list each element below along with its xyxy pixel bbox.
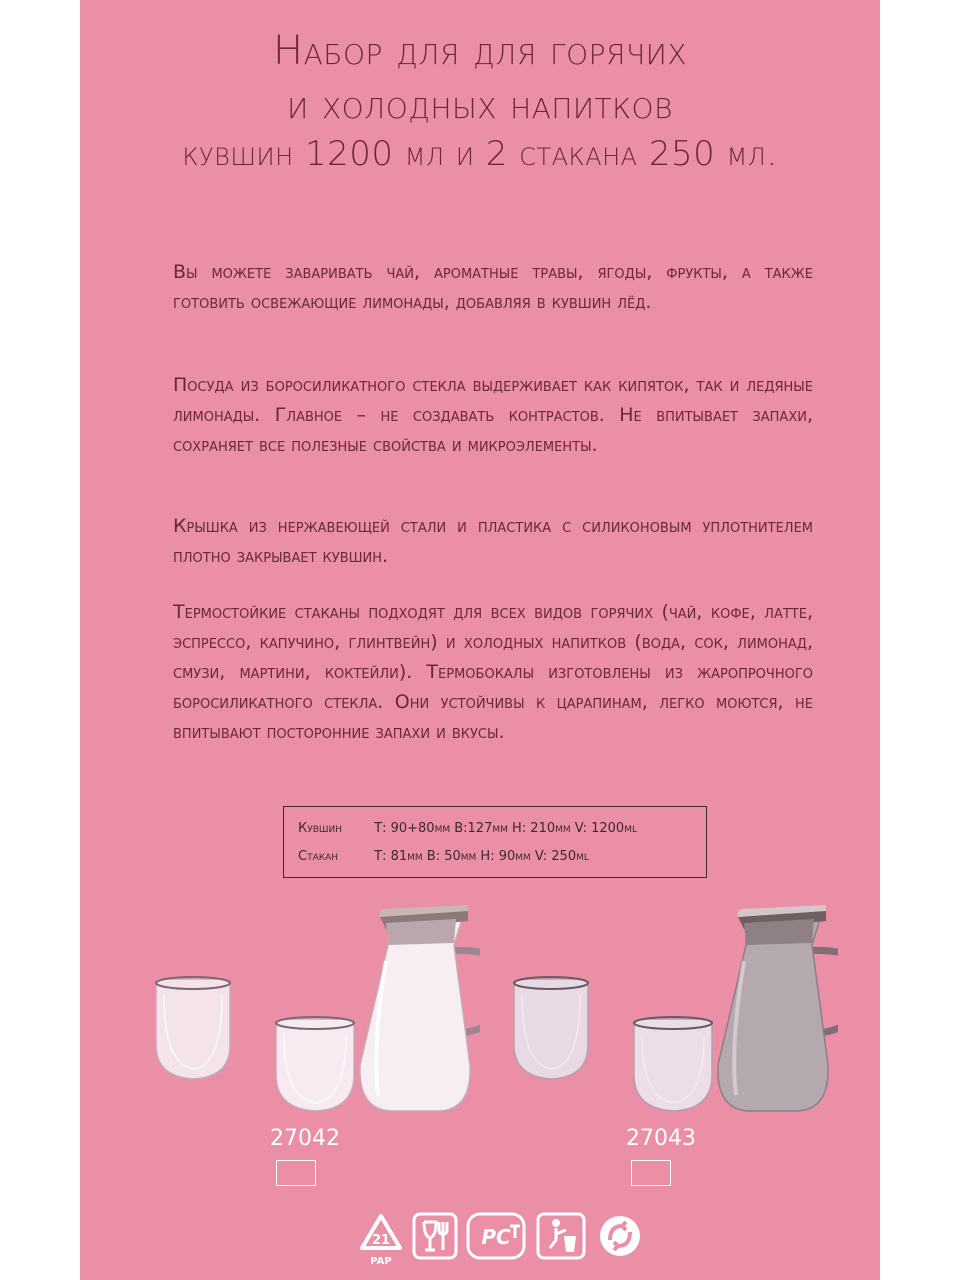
no-litter-bin-icon	[536, 1212, 586, 1260]
recycle-pap-21-icon	[358, 1212, 404, 1268]
glass-back-image	[156, 977, 230, 1079]
paragraph-lid: Крышка из нержавеющей стали и пластика с силиконовым уплотнителем плотно закрывает кувшин.	[173, 515, 813, 567]
spec-row-glass	[298, 849, 589, 864]
package-panel	[80, 0, 880, 1280]
spec-name: Стакан	[298, 849, 339, 864]
paragraph-borosilicate: Посуда из боросиликатного стекла выдерживает как кипяток, так и ледяные лимонады. Главное – не создавать контрастов. Не впитывает запахи, сохраняет все полезные свойства и микроэлементы.	[173, 374, 813, 456]
spec-value: Т: 90+80мм В:127мм Н: 210мм V: 1200ml	[374, 821, 637, 836]
svg-text:PC: PC	[481, 1225, 511, 1249]
title-line-1: Набор для для горячих	[273, 28, 687, 74]
jug-image	[360, 905, 480, 1111]
product-image-clear-set	[150, 895, 480, 1125]
spec-value: Т: 81мм В: 50мм Н: 90мм V: 250ml	[374, 849, 589, 864]
product-code-smoke: 27043	[626, 1126, 696, 1151]
mobius-loop-icon	[596, 1212, 644, 1260]
product-code-clear: 27042	[270, 1126, 340, 1151]
checkbox-smoke	[631, 1160, 671, 1186]
glass-front-image	[276, 1017, 354, 1111]
glass-back-image	[514, 977, 588, 1079]
paragraph-brewing: Вы можете заваривать чай, ароматные травы, ягоды, фрукты, а также готовить освежающие лимонады, добавляя в кувшин лёд.	[173, 261, 813, 313]
pct-certification-icon	[466, 1212, 526, 1260]
checkbox-clear	[276, 1160, 316, 1186]
jug-image	[718, 905, 838, 1111]
spec-row-jug	[298, 821, 637, 836]
title-line-2: и холодных напитков	[287, 82, 673, 128]
food-safe-glass-fork-icon	[412, 1212, 458, 1260]
recycle-code: 21	[371, 1233, 391, 1248]
recycle-label: PAP	[370, 1256, 392, 1267]
glass-front-image	[634, 1017, 712, 1111]
spec-name: Кувшин	[298, 821, 343, 836]
certification-icons	[358, 1212, 818, 1272]
product-image-smoke-set	[508, 895, 838, 1125]
title-line-3: кувшин 1200 мл и 2 стакана 250 мл.	[182, 134, 778, 174]
paragraph-glasses: Термостойкие стаканы подходят для всех видов горячих (чай, кофе, латте, эспрессо, капучино, глинтвейн) и холодных напитков (вода, сок, лимонад, смузи, мартини, коктейли). Термобокалы изготовлены из жаропрочного боросиликатного стекла. Они устойчивы к царапинам, легко моются, не впитывают посторонние запахи и вкусы.	[173, 601, 813, 743]
spec-table	[283, 806, 707, 878]
